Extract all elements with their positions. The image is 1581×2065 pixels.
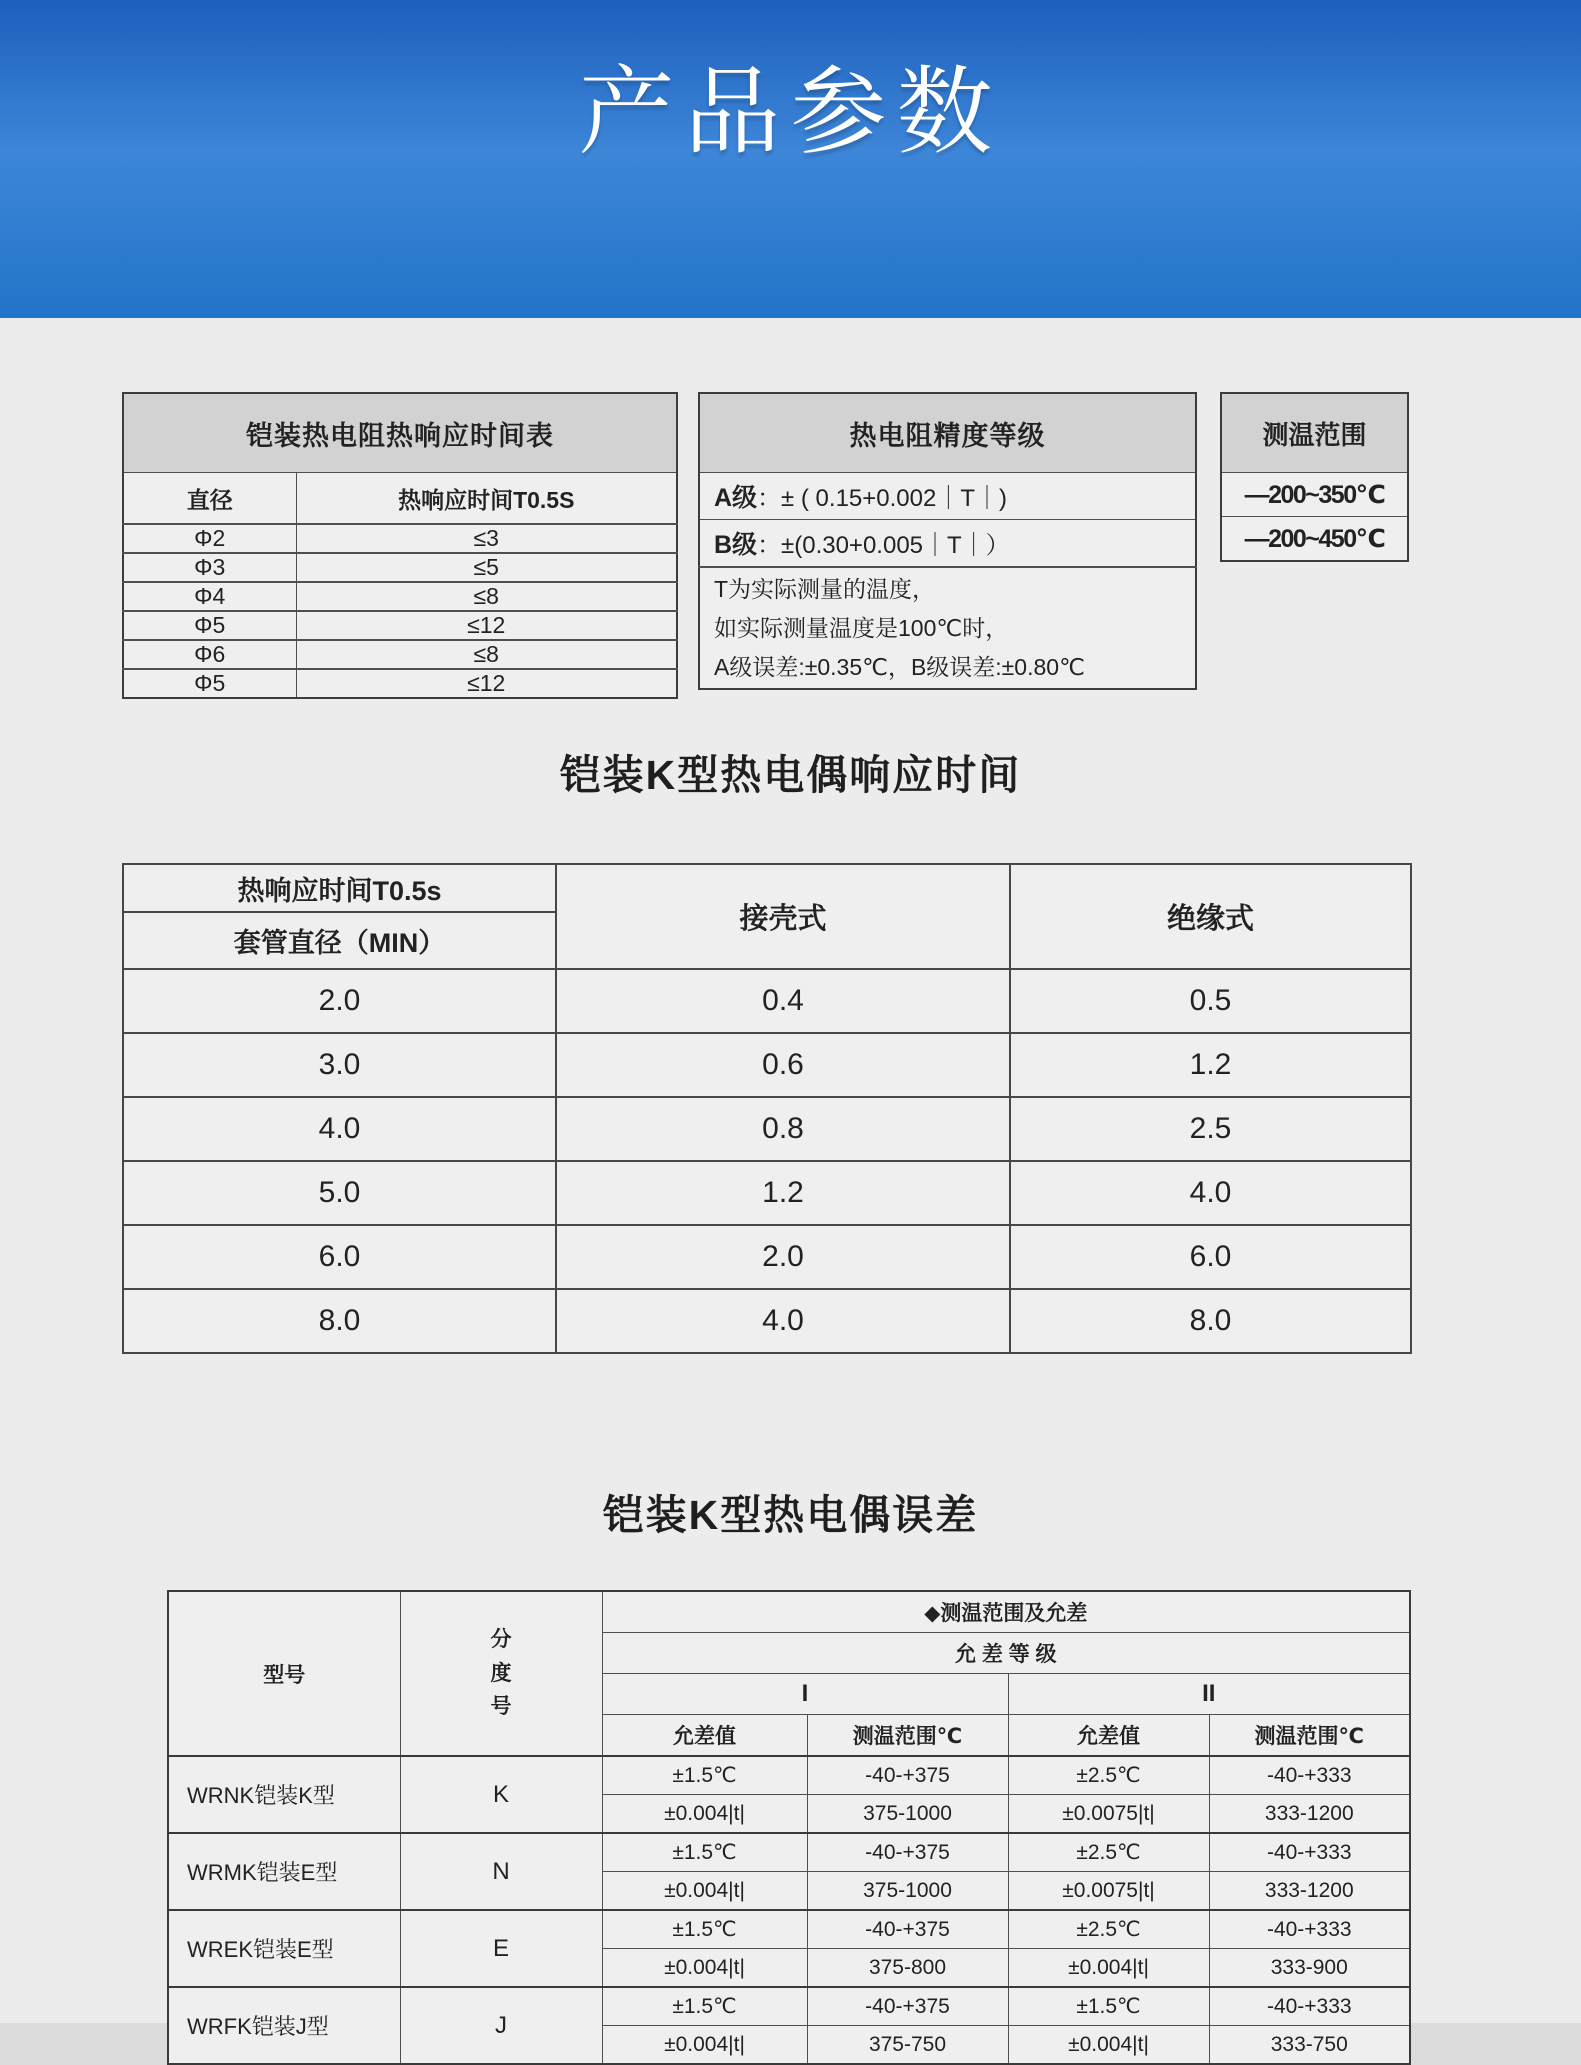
- table-cell: -40-+375: [807, 1756, 1008, 1795]
- table-cell: 6.0: [1010, 1225, 1411, 1289]
- column-header-tol-value: 允差值: [602, 1715, 807, 1757]
- table-cell: ±1.5℃: [602, 1833, 807, 1872]
- column-header-grade-2: II: [1008, 1674, 1410, 1715]
- table-row: [123, 553, 677, 582]
- k-thermocouple-response-table: [122, 863, 1412, 1354]
- table-cell: 375-1000: [807, 1872, 1008, 1911]
- table-cell: -40-+333: [1209, 1756, 1410, 1795]
- table-cell: ≤8: [296, 582, 677, 611]
- table-row: [168, 1987, 1410, 2026]
- grade-b-value: ：±(0.30+0.005｜T｜）: [757, 532, 1010, 559]
- table-cell: 0.8: [556, 1097, 1010, 1161]
- note-line: T为实际测量的温度，: [714, 575, 936, 602]
- table-cell: 333-900: [1209, 1949, 1410, 1988]
- table-cell: 8.0: [1010, 1289, 1411, 1353]
- table-title: 测温范围: [1221, 393, 1408, 473]
- table-row: [123, 524, 677, 553]
- table-cell: -40-+375: [807, 1833, 1008, 1872]
- table-cell: ±0.004|t|: [602, 1872, 807, 1911]
- table-cell: -40-+333: [1209, 1987, 1410, 2026]
- table-cell: ±1.5℃: [602, 1910, 807, 1949]
- note-line: 如实际测量温度是100℃时，: [714, 614, 1009, 641]
- range-value: —200~450℃: [1221, 517, 1408, 562]
- table-cell: 0.5: [1010, 969, 1411, 1033]
- column-header-model: 型号: [168, 1591, 400, 1756]
- table-title: 热电阻精度等级: [699, 393, 1196, 473]
- table-cell: 0.4: [556, 969, 1010, 1033]
- table-cell: ±0.004|t|: [1008, 1949, 1209, 1988]
- graduation-code-cell: J: [400, 1987, 602, 2064]
- table-title: 铠装热电阻热响应时间表: [123, 393, 677, 473]
- table-cell: ≤12: [296, 669, 677, 698]
- table-cell: ±1.5℃: [1008, 1987, 1209, 2026]
- table-cell: 333-1200: [1209, 1795, 1410, 1834]
- table-cell: Φ6: [123, 640, 296, 669]
- table-cell: ±2.5℃: [1008, 1833, 1209, 1872]
- grade-b-label: B级: [714, 531, 758, 559]
- table-cell: ±1.5℃: [602, 1756, 807, 1795]
- table-header-row: [123, 864, 1411, 912]
- column-header: 接壳式: [556, 864, 1010, 969]
- column-header: 热响应时间T0.5S: [296, 473, 677, 525]
- column-header-grade-1: I: [602, 1674, 1008, 1715]
- column-header: 热响应时间T0.5s: [123, 864, 556, 912]
- note-line: A级误差:±0.35℃，B级误差:±0.80℃: [714, 653, 1085, 680]
- grade-a-cell: [699, 473, 1196, 520]
- table-header-row: [123, 473, 677, 525]
- table-cell: 375-800: [807, 1949, 1008, 1988]
- table-cell: ±2.5℃: [1008, 1756, 1209, 1795]
- table-row: [123, 640, 677, 669]
- table-row: [168, 1910, 1410, 1949]
- table-cell: Φ4: [123, 582, 296, 611]
- column-header: 绝缘式: [1010, 864, 1411, 969]
- table-cell: 375-1000: [807, 1795, 1008, 1834]
- model-cell: WREK铠装E型: [168, 1910, 400, 1987]
- table-row: [168, 1833, 1410, 1872]
- section-title-k-error: 铠装K型热电偶误差: [602, 1492, 979, 1538]
- section-title-k-response: 铠装K型热电偶响应时间: [559, 752, 1022, 798]
- table-cell: ≤12: [296, 611, 677, 640]
- table-cell: -40-+333: [1209, 1910, 1410, 1949]
- table-row: [699, 473, 1196, 520]
- table-row: [699, 567, 1196, 689]
- table-cell: 375-750: [807, 2026, 1008, 2065]
- table-cell: Φ3: [123, 553, 296, 582]
- table-row: [123, 1097, 1411, 1161]
- table-cell: ±0.0075|t|: [1008, 1872, 1209, 1911]
- model-cell: WRMK铠装E型: [168, 1833, 400, 1910]
- rtd-accuracy-table: [698, 392, 1197, 690]
- table-cell: 5.0: [123, 1161, 556, 1225]
- column-header-range-tolerance: ◆测温范围及允差: [602, 1591, 1410, 1633]
- table-row: [123, 1033, 1411, 1097]
- table-row: [123, 669, 677, 698]
- graduation-code-cell: K: [400, 1756, 602, 1833]
- table-cell: ≤5: [296, 553, 677, 582]
- table-cell: ±0.004|t|: [602, 1949, 807, 1988]
- table-cell: 2.0: [123, 969, 556, 1033]
- grade-a-value: ：± ( 0.15+0.002｜T｜): [757, 485, 1007, 512]
- table-cell: 8.0: [123, 1289, 556, 1353]
- table-cell: 333-750: [1209, 2026, 1410, 2065]
- table-row: [123, 582, 677, 611]
- table-cell: Φ2: [123, 524, 296, 553]
- table-cell: -40-+375: [807, 1910, 1008, 1949]
- temperature-range-table: [1220, 392, 1409, 562]
- table-cell: 3.0: [123, 1033, 556, 1097]
- table-cell: ≤8: [296, 640, 677, 669]
- table-row: [123, 969, 1411, 1033]
- table-cell: -40-+375: [807, 1987, 1008, 2026]
- table-row: [123, 1289, 1411, 1353]
- column-header-graduation: [400, 1591, 602, 1756]
- table-cell: 1.2: [556, 1161, 1010, 1225]
- table-cell: ±2.5℃: [1008, 1910, 1209, 1949]
- table-cell: Φ5: [123, 611, 296, 640]
- table-cell: 0.6: [556, 1033, 1010, 1097]
- table-cell: ≤3: [296, 524, 677, 553]
- table-row: [168, 1756, 1410, 1795]
- table-cell: 4.0: [1010, 1161, 1411, 1225]
- table-row: [123, 1225, 1411, 1289]
- page-title: 产品参数: [578, 59, 1003, 166]
- table-cell: ±0.004|t|: [602, 1795, 807, 1834]
- table-cell: 2.0: [556, 1225, 1010, 1289]
- table-title-row: [1221, 393, 1408, 473]
- hero-banner: [0, 0, 1581, 318]
- column-header-tolerance-grade: 允 差 等 级: [602, 1633, 1410, 1674]
- column-header-temp-range: 测温范围℃: [807, 1715, 1008, 1757]
- table-cell: ±0.0075|t|: [1008, 1795, 1209, 1834]
- table-cell: 4.0: [556, 1289, 1010, 1353]
- graduation-code-cell: N: [400, 1833, 602, 1910]
- accuracy-notes: [699, 567, 1196, 689]
- table-cell: 2.5: [1010, 1097, 1411, 1161]
- table-title-row: [699, 393, 1196, 473]
- table-cell: 6.0: [123, 1225, 556, 1289]
- range-value: —200~350℃: [1221, 473, 1408, 517]
- table-cell: ±0.004|t|: [602, 2026, 807, 2065]
- column-header: 直径: [123, 473, 296, 525]
- column-header-temp-range: 测温范围℃: [1209, 1715, 1410, 1757]
- table-row: [123, 611, 677, 640]
- table-header-row: [168, 1591, 1410, 1633]
- graduation-code-cell: E: [400, 1910, 602, 1987]
- k-thermocouple-error-table: [167, 1590, 1411, 2065]
- table-cell: -40-+333: [1209, 1833, 1410, 1872]
- rtd-response-time-table: [122, 392, 678, 699]
- table-cell: 4.0: [123, 1097, 556, 1161]
- table-row: [1221, 473, 1408, 517]
- column-header: 套管直径（MIN）: [123, 912, 556, 969]
- model-cell: WRNK铠装K型: [168, 1756, 400, 1833]
- graduation-vertical-label: 分度号: [490, 1628, 512, 1719]
- table-cell: ±0.004|t|: [1008, 2026, 1209, 2065]
- table-cell: 333-1200: [1209, 1872, 1410, 1911]
- table-cell: ±1.5℃: [602, 1987, 807, 2026]
- column-header-tol-value: 允差值: [1008, 1715, 1209, 1757]
- table-row: [699, 520, 1196, 568]
- table-row: [123, 1161, 1411, 1225]
- grade-b-cell: [699, 520, 1196, 568]
- model-cell: WRFK铠装J型: [168, 1987, 400, 2064]
- grade-a-label: A级: [714, 484, 758, 512]
- table-cell: 1.2: [1010, 1033, 1411, 1097]
- table-title-row: [123, 393, 677, 473]
- table-row: [1221, 517, 1408, 562]
- table-cell: Φ5: [123, 669, 296, 698]
